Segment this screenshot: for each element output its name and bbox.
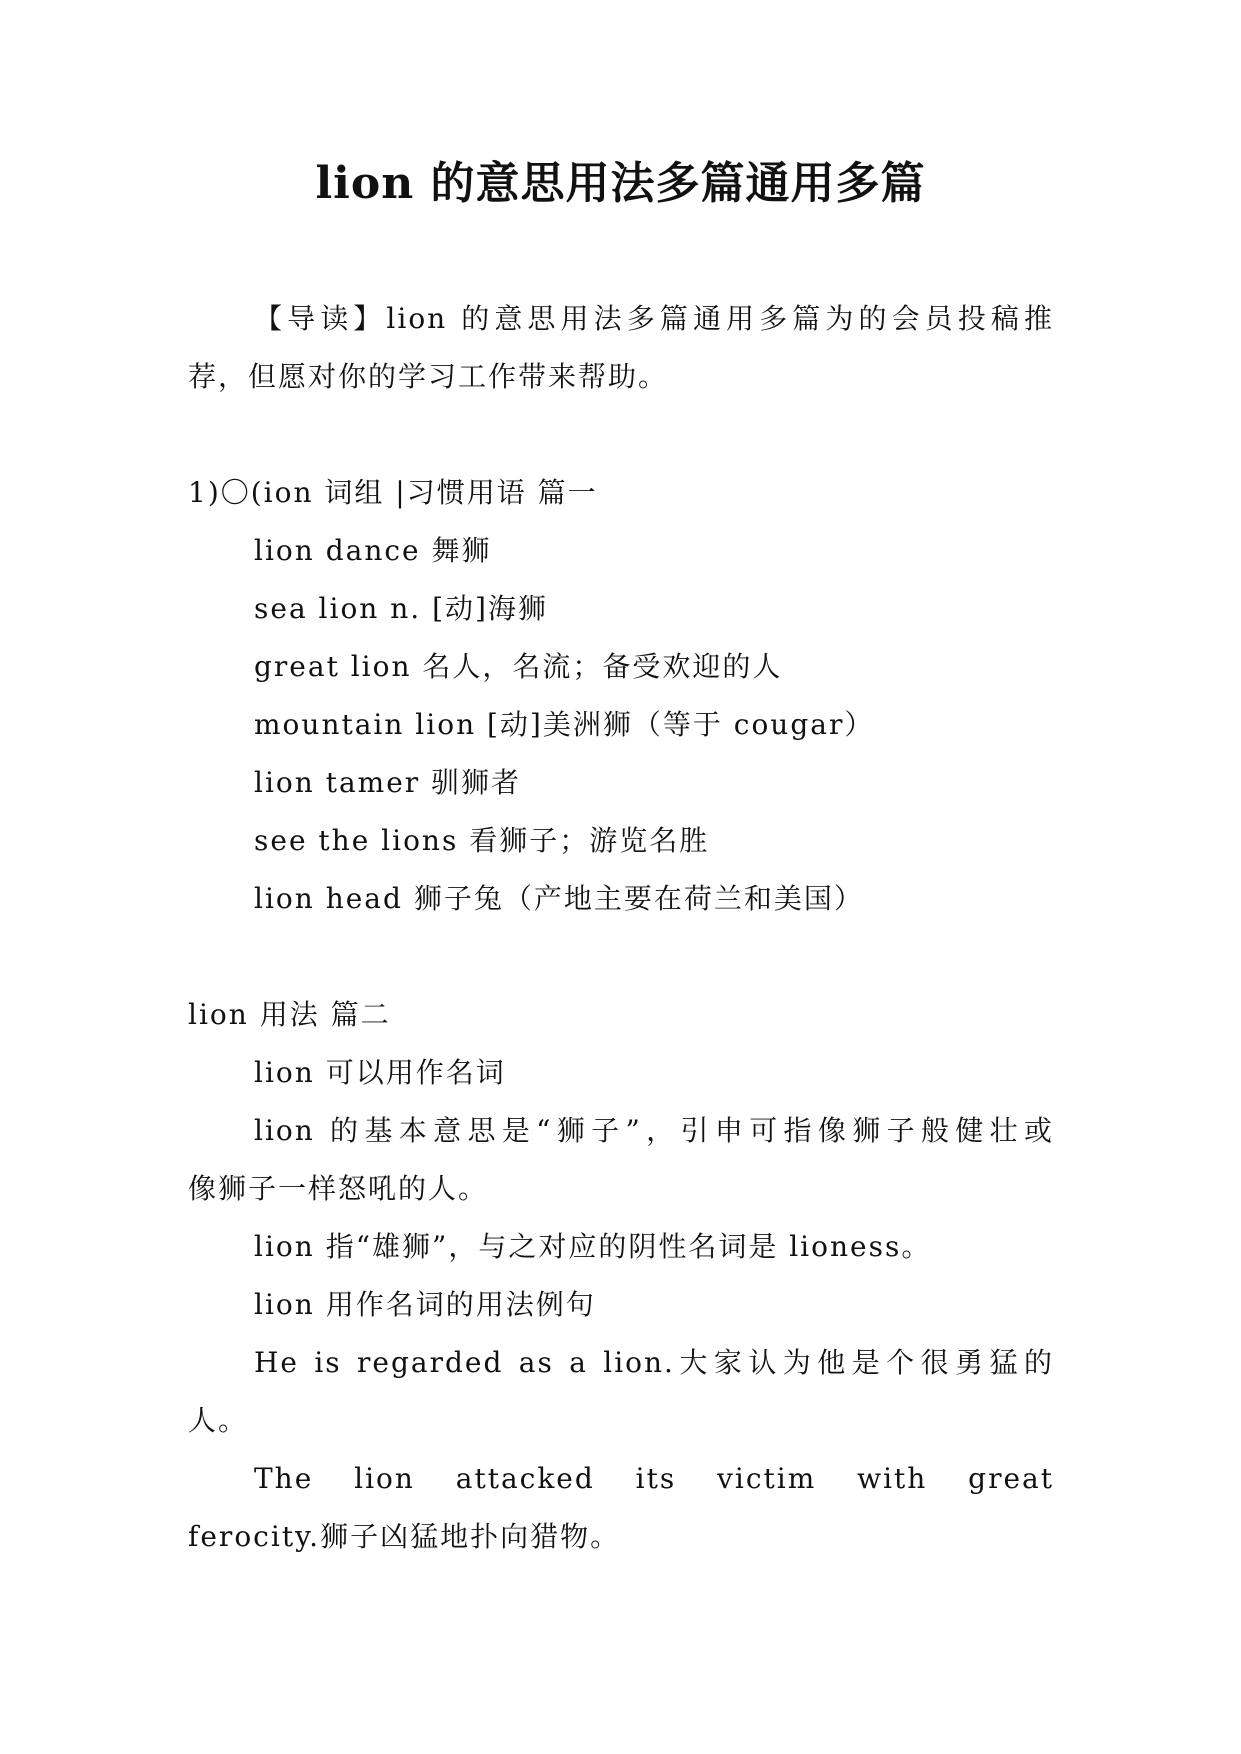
phrase-item: mountain lion [动]美洲狮（等于 cougar） [254,708,875,741]
document-body [188,290,1054,1566]
phrase-item: sea lion n. [动]海狮 [254,592,548,625]
phrase-item: great lion 名人，名流；备受欢迎的人 [254,650,783,683]
paragraph-gap [188,406,1054,464]
usage-paragraph: lion 可以用作名词 [254,1056,506,1089]
intro-line-2: 荐，但愿对你的学习工作带来帮助。 [188,360,669,393]
usage-paragraph-line: 像狮子一样怒吼的人。 [188,1172,489,1205]
phrase-item: see the lions 看狮子；游览名胜 [254,824,710,857]
usage-paragraph-line: lion 的基本意思是“狮子”，引申可指像狮子般健壮或 [254,1114,1054,1147]
section1-heading: 1)〇(ion 词组 |习惯用语 篇一 [188,476,598,509]
phrase-item: lion head 狮子兔（产地主要在荷兰和美国） [254,882,864,915]
example-sentence-line: ferocity.狮子凶猛地扑向猎物。 [188,1520,621,1553]
document-title: lion 的意思用法多篇通用多篇 [315,158,926,209]
section2-heading: lion 用法 篇二 [188,998,391,1031]
usage-paragraph: lion 指“雄狮”，与之对应的阴性名词是 lioness。 [254,1230,932,1263]
example-sentence-line: The lion attacked its victim with great [254,1462,1054,1495]
paragraph-gap [188,928,1054,986]
phrase-item: lion tamer 驯狮者 [254,766,522,799]
usage-paragraph: lion 用作名词的用法例句 [254,1288,596,1321]
phrase-item: lion dance 舞狮 [254,534,492,567]
example-sentence-line: 人。 [188,1404,249,1437]
intro-line-1: 【导读】lion 的意思用法多篇通用多篇为的会员投稿推 [254,302,1054,335]
example-sentence-line: He is regarded as a lion.大家认为他是个很勇猛的 [254,1346,1054,1379]
